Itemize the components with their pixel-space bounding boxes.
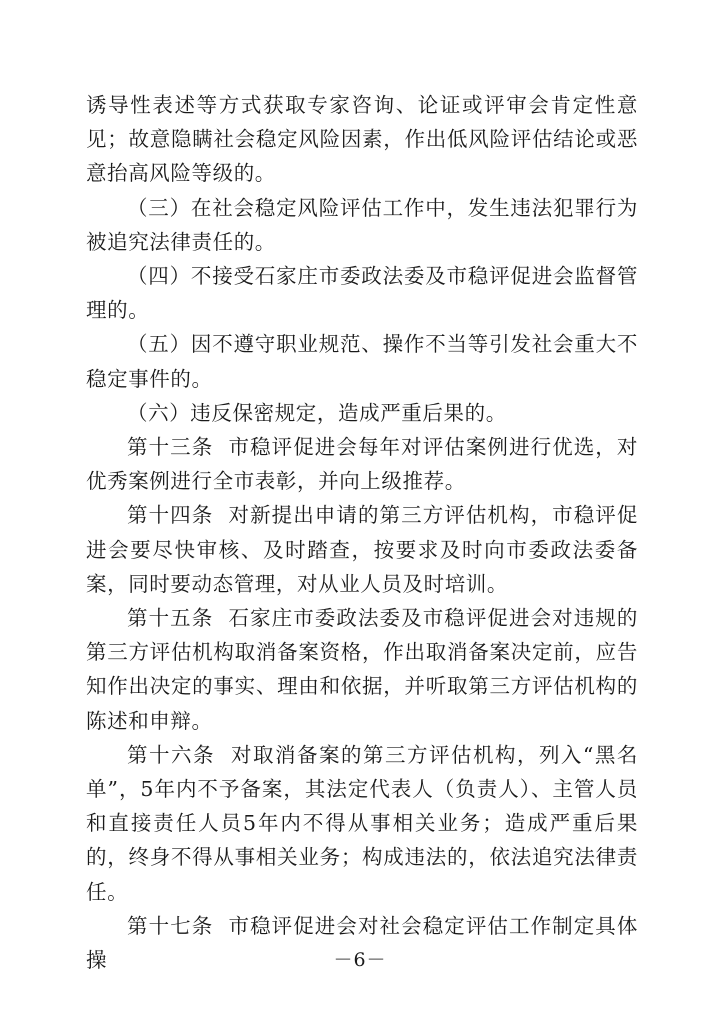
article-number: 第十五条 — [127, 606, 214, 631]
article-number: 第十七条 — [127, 913, 214, 938]
article-number: 第十六条 — [127, 742, 215, 767]
paragraph-item-4 — [86, 259, 638, 327]
paragraph-item-3 — [86, 191, 638, 259]
article-16 — [86, 738, 638, 909]
page-number: －6－ — [333, 949, 387, 971]
paragraph-text: 诱导性表述等方式获取专家咨询、论证或评审会肯定性意见；故意隐瞒社会稳定风险因素，作出低风险评估结论或恶意抬高风险等级的。 — [86, 93, 638, 186]
article-text: 石家庄市委政法委及市稳评促进会对违规的第三方评估机构取消备案资格，作出取消备案决定前，应告知作出决定的事实、理由和依据，并听取第三方评估机构的陈述和申辩。 — [86, 606, 638, 733]
article-13 — [86, 430, 638, 498]
paragraph-item-5 — [86, 327, 638, 395]
article-text: 市稳评促进会对社会稳定评估工作制定具体操 — [86, 913, 638, 973]
article-number: 第十三条 — [127, 435, 214, 460]
paragraph-text: （五）因不遵守职业规范、操作不当等引发社会重大不稳定事件的。 — [86, 332, 638, 391]
paragraph-text: （四）不接受石家庄市委政法委及市稳评促进会监督管理的。 — [86, 264, 638, 323]
document-body — [86, 88, 638, 977]
article-text: 对新提出申请的第三方评估机构，市稳评促进会要尽快审核、及时踏查，按要求及时向市委政法委备案，同时要动态管理，对从业人员及时培训。 — [86, 503, 638, 596]
article-15 — [86, 601, 638, 738]
paragraph-text: （三）在社会稳定风险评估工作中，发生违法犯罪行为被追究法律责任的。 — [86, 195, 638, 254]
article-text: 市稳评促进会每年对评估案例进行优选，对优秀案例进行全市表彰，并向上级推荐。 — [86, 435, 638, 494]
article-14 — [86, 498, 638, 601]
paragraph-text: （六）违反保密规定，造成严重后果的。 — [127, 400, 507, 425]
article-number: 第十四条 — [127, 503, 214, 528]
paragraph-continuation — [86, 88, 638, 191]
article-text: 对取消备案的第三方评估机构，列入“黑名单”，5年内不予备案，其法定代表人（负责人）、主管人员和直接责任人员5年内不得从事相关业务；造成严重后果的，终身不得从事相关业务；构成违法的，依法追究法律责任。 — [86, 742, 638, 904]
paragraph-item-6 — [86, 396, 638, 430]
